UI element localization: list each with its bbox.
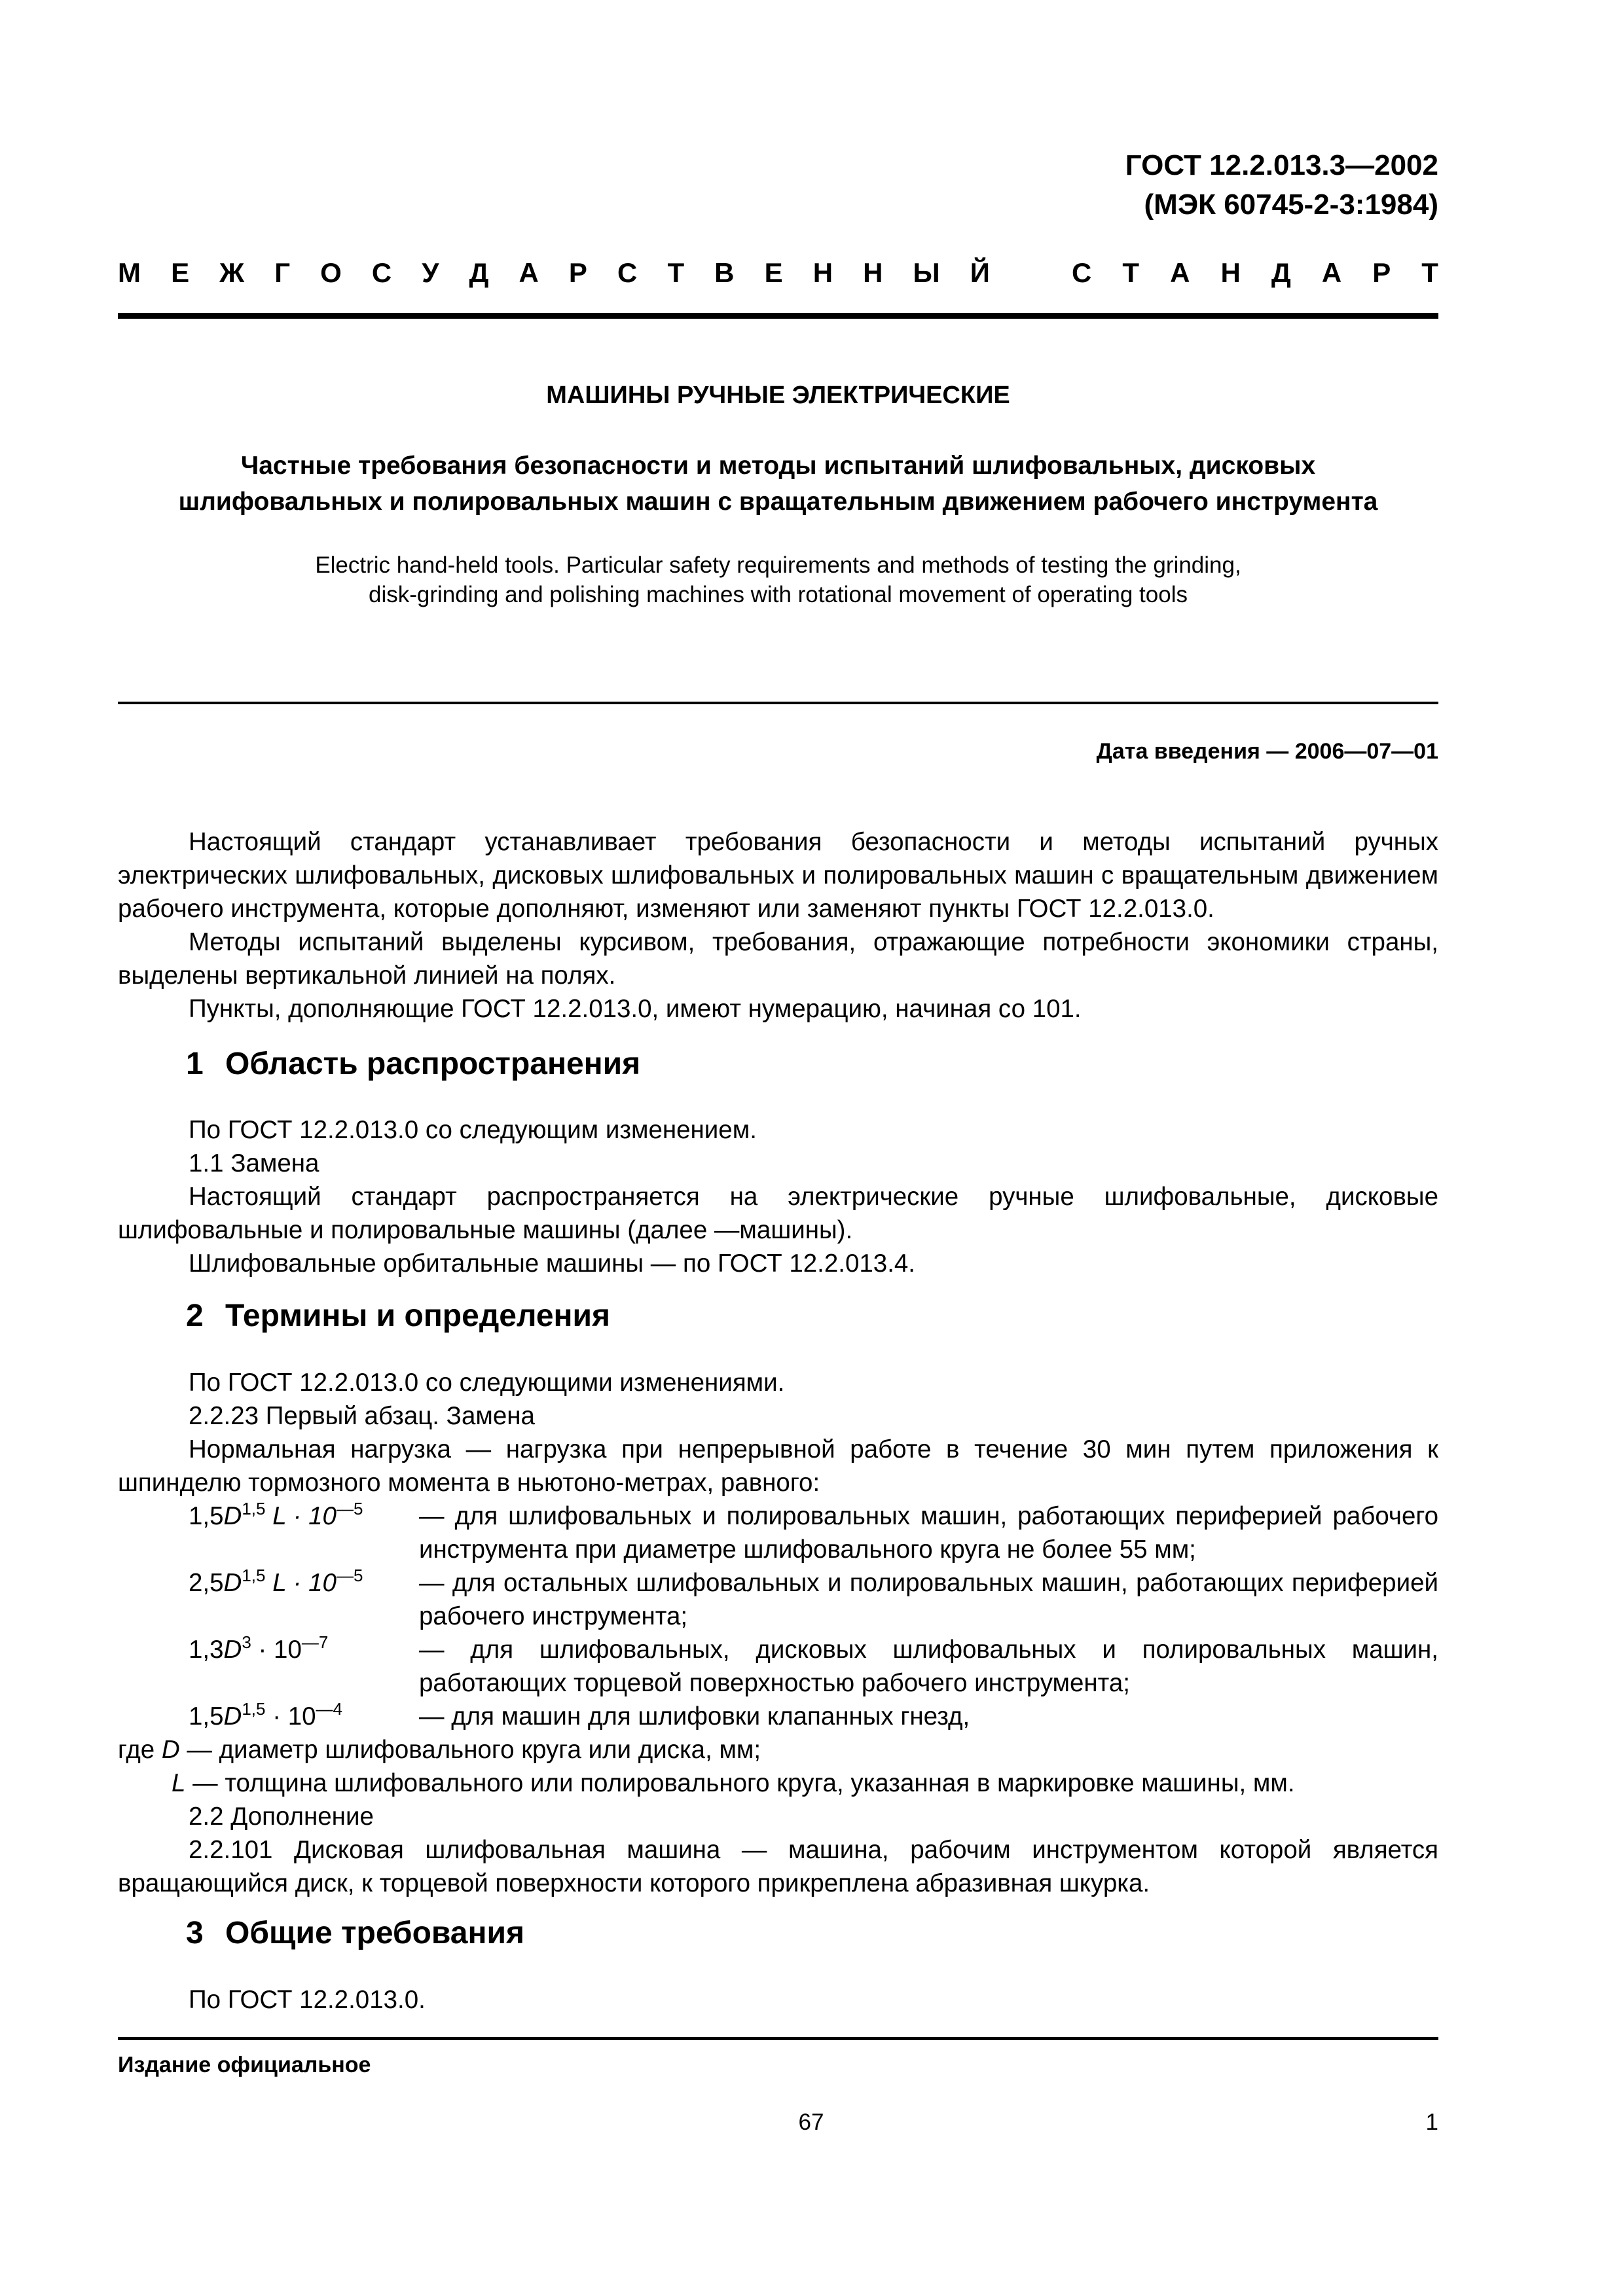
effective-date: Дата введения — 2006—07—01 [1096, 739, 1438, 764]
where-l: L — толщина шлифовального или полировального круга, указанная в маркировке машины, мм. [172, 1769, 1295, 1797]
banner-letter: Н [1220, 257, 1241, 288]
banner-letter: Т [1122, 257, 1140, 288]
intro-paragraph-1: Настоящий стандарт устанавливает требования безопасности и методы испытаний ручных электрических шлифовальных, дисковых шлифовальных и полировальных машин с вращательным движением рабочего инструмента, которые дополняют, изменяют или заменяют пункты ГОСТ 12.2.013.0. [118, 828, 1438, 923]
banner-left [118, 257, 990, 289]
banner-letter: А [1321, 257, 1342, 288]
banner-letter: С [371, 257, 392, 288]
section-2-heading [186, 1298, 610, 1335]
formula-4-pow: —4 [316, 1699, 343, 1719]
s3-paragraph-1: По ГОСТ 12.2.013.0. [189, 1986, 426, 2014]
formula-1-mult: L · 10 [272, 1502, 337, 1530]
banner-letter: С [1072, 257, 1092, 288]
english-title-line-1: Electric hand-held tools. Particular safety requirements and methods of testing the grinding, [315, 552, 1241, 578]
formula-2-coef: 2,5 [189, 1569, 224, 1597]
formula-1-description: — для шлифовальных и полировальных машин, работающих периферией рабочего инструмента при диаметре шлифовального круга не более 55 мм; [419, 1502, 1438, 1564]
formula-3-coef: 1,3 [189, 1636, 224, 1664]
formula-4-description: — для машин для шлифовки клапанных гнезд, [419, 1702, 970, 1731]
subtitle-line-1: Частные требования безопасности и методы испытаний шлифовальных, дисковых [240, 452, 1316, 480]
english-title-line-2: disk-grinding and polishing machines with rotational movement of operating tools [369, 582, 1188, 607]
banner-letter: Й [970, 257, 990, 288]
intro-paragraph-2: Методы испытаний выделены курсивом, требования, отражающие потребности экономики страны, выделены вертикальной линией на полях. [118, 928, 1438, 990]
section-2-number: 2 [186, 1299, 204, 1333]
formula-3-exp: 3 [242, 1632, 251, 1652]
subtitle-line-2: шлифовальных и полировальных машин с вращательным движением рабочего инструмента [178, 488, 1378, 516]
banner-letter: Е [171, 257, 190, 288]
formula-4-exp: 1,5 [242, 1699, 266, 1719]
section-1-number: 1 [186, 1047, 204, 1081]
formula-1-var: D [223, 1502, 242, 1530]
formula-2-exp: 1,5 [242, 1566, 266, 1585]
section-3-title: Общие требования [225, 1916, 524, 1950]
header-rule [118, 313, 1438, 319]
banner-letter: М [118, 257, 141, 288]
banner-letter: В [714, 257, 735, 288]
formula-1-coef: 1,5 [189, 1502, 224, 1530]
banner-letter: Р [1372, 257, 1391, 288]
formula-2 [189, 1566, 363, 1600]
s1-paragraph-1: По ГОСТ 12.2.013.0 со следующим изменением. [189, 1116, 757, 1144]
s2-paragraph-2: 2.2.23 Первый абзац. Замена [189, 1402, 535, 1430]
formula-row-4 [0, 1700, 1623, 1733]
symbol-d: D [161, 1736, 180, 1764]
banner [118, 257, 1438, 289]
formula-1 [189, 1499, 363, 1533]
formula-row-2 [0, 1566, 1623, 1633]
banner-letter: Т [667, 257, 685, 288]
banner-letter: Д [469, 257, 489, 288]
formula-4-coef: 1,5 [189, 1702, 224, 1731]
banner-letter: Ж [219, 257, 245, 288]
page-number-center: 67 [798, 2109, 824, 2135]
intro-paragraph-3: Пункты, дополняющие ГОСТ 12.2.013.0, имеют нумерацию, начиная со 101. [189, 995, 1082, 1023]
section-3-heading [186, 1915, 524, 1952]
banner-letter: Е [764, 257, 783, 288]
banner-letter: Д [1271, 257, 1291, 288]
banner-letter: А [519, 257, 539, 288]
banner-letter: Н [812, 257, 833, 288]
s1-paragraph-2: 1.1 Замена [189, 1149, 319, 1177]
title-rule [118, 702, 1438, 704]
formula-3 [189, 1633, 328, 1666]
formula-3-mult: · 10 [258, 1636, 302, 1664]
where-d: где D — диаметр шлифовального круга или диска, мм; [118, 1736, 761, 1764]
symbol-l: L [172, 1769, 186, 1797]
banner-letter: Ы [913, 257, 940, 288]
banner-letter: О [320, 257, 342, 288]
s2-paragraph-1: По ГОСТ 12.2.013.0 со следующими изменениями. [189, 1369, 785, 1397]
formula-2-mult: L · 10 [272, 1569, 337, 1597]
banner-left-text [118, 257, 990, 289]
formula-1-exp: 1,5 [242, 1499, 266, 1518]
formula-2-description: — для остальных шлифовальных и полировальных машин, работающих периферией рабочего инструмента; [419, 1569, 1438, 1630]
banner-letter: Н [863, 257, 883, 288]
formula-3-var: D [223, 1636, 242, 1664]
banner-letter: А [1170, 257, 1190, 288]
edition-label: Издание официальное [118, 2053, 371, 2077]
formula-1-pow: —5 [336, 1499, 363, 1518]
formula-2-pow: —5 [336, 1566, 363, 1585]
s2-paragraph-3: Нормальная нагрузка — нагрузка при непрерывной работе в течение 30 мин путем приложения к шпинделю тормозного момента в ньютоно-метрах, равного: [118, 1435, 1438, 1497]
section-2-title: Термины и определения [225, 1299, 611, 1333]
banner-letter: Р [568, 257, 587, 288]
s2-paragraph-5: 2.2.101 Дисковая шлифовальная машина — машина, рабочим инструментом которой является вращающийся диск, к торцевой поверхности которого прикреплена абразивная шкурка. [118, 1836, 1438, 1897]
formula-4-mult: · 10 [272, 1702, 316, 1731]
banner-letter: С [617, 257, 638, 288]
standard-code: ГОСТ 12.2.013.3—2002 [1125, 149, 1438, 181]
banner-letter: Г [274, 257, 291, 288]
banner-right [1072, 257, 1438, 289]
formula-2-var: D [223, 1569, 242, 1597]
formula-4-var: D [223, 1702, 242, 1731]
section-3-number: 3 [186, 1916, 204, 1950]
s1-paragraph-4: Шлифовальные орбитальные машины — по ГОСТ 12.2.013.4. [189, 1249, 915, 1278]
section-1-title: Область распространения [225, 1047, 641, 1081]
iec-code: (МЭК 60745-2-3:1984) [1144, 188, 1438, 221]
section-1-heading [186, 1046, 640, 1083]
s2-paragraph-4: 2.2 Дополнение [189, 1803, 374, 1831]
page-number-right: 1 [1425, 2109, 1438, 2135]
banner-letter: Т [1421, 257, 1438, 288]
document-title: МАШИНЫ РУЧНЫЕ ЭЛЕКТРИЧЕСКИЕ [546, 382, 1010, 409]
banner-letter: У [422, 257, 439, 288]
formula-row-3 [0, 1633, 1623, 1700]
formula-row-1 [0, 1499, 1623, 1566]
formula-3-pow: —7 [301, 1632, 329, 1652]
formula-4 [189, 1700, 342, 1733]
formula-3-description: — для шлифовальных, дисковых шлифовальных и полировальных машин, работающих торцевой поверхностью рабочего инструмента; [419, 1636, 1438, 1697]
footer-rule [118, 2037, 1438, 2040]
s1-paragraph-3: Настоящий стандарт распространяется на электрические ручные шлифовальные, дисковые шлифовальные и полировальные машины (далее —машины). [118, 1183, 1438, 1244]
